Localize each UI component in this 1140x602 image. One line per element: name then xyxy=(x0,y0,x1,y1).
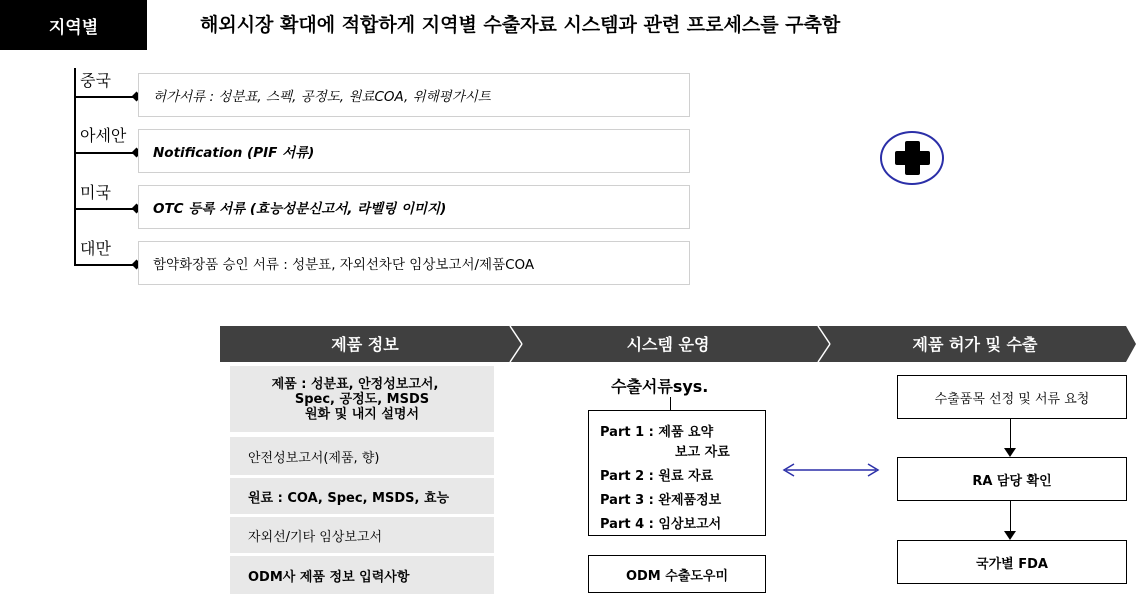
requirement-box-asean: Notification (PIF 서류) xyxy=(138,129,690,173)
page-title: 해외시장 확대에 적합하게 지역별 수출자료 시스템과 관련 프로세스를 구축함 xyxy=(200,14,841,36)
product-info-line: 제품 : 성분표, 안정성보고서, xyxy=(271,376,439,392)
product-info-line: 원화 및 내지 설명서 xyxy=(304,406,420,422)
flow-step-fda: 국가별 FDA xyxy=(897,540,1127,584)
product-info-item: 자외선/기타 임상보고서 xyxy=(230,517,494,553)
region-label-usa: 미국 xyxy=(80,183,111,202)
system-part-4: Part 4 : 임상보고서 xyxy=(600,517,722,532)
product-info-item: 안전성보고서(제품, 향) xyxy=(230,437,494,475)
region-label-china: 중국 xyxy=(80,71,111,90)
product-info-item xyxy=(230,366,494,432)
stage-label-product: 제품 정보 xyxy=(331,335,399,354)
system-part-3: Part 3 : 완제품정보 xyxy=(600,493,722,508)
system-connector-line xyxy=(670,397,671,411)
double-arrow-icon xyxy=(784,464,878,476)
flow-connector xyxy=(1010,501,1011,532)
product-info-item: ODM사 제품 정보 입력사항 xyxy=(230,556,494,594)
region-badge: 지역별 xyxy=(0,0,147,50)
arrow-down-icon xyxy=(1004,531,1016,540)
system-parts-box xyxy=(588,410,766,536)
system-part-2: Part 2 : 원료 자료 xyxy=(600,469,714,484)
product-info-line: Spec, 공정도, MSDS xyxy=(294,391,430,407)
requirement-box-china: 허가서류 : 성분표, 스펙, 공정도, 원료COA, 위해평가시트 xyxy=(138,73,690,117)
flow-step-ra-check: RA 담당 확인 xyxy=(897,457,1127,501)
stage-label-system: 시스템 운영 xyxy=(626,335,710,354)
stage-label-approval: 제품 허가 및 수출 xyxy=(912,335,1038,354)
requirement-box-usa: OTC 등록 서류 (효능성분신고서, 라벨링 이미지) xyxy=(138,185,690,229)
requirement-box-taiwan: 함약화장품 승인 서류 : 성분표, 자외선차단 임상보고서/제품COA xyxy=(138,241,690,285)
odm-helper-box: ODM 수출도우미 xyxy=(588,555,766,593)
product-info-item: 원료 : COA, Spec, MSDS, 효능 xyxy=(230,478,494,514)
system-part-1-cont: 보고 자료 xyxy=(675,445,730,460)
system-part-1: Part 1 : 제품 요약 xyxy=(600,425,714,440)
region-label-asean: 아세안 xyxy=(80,126,127,145)
arrow-down-icon xyxy=(1004,448,1016,457)
system-title: 수출서류sys. xyxy=(611,377,709,396)
flow-step-select: 수출품목 선정 및 서류 요청 xyxy=(897,375,1127,419)
region-label-taiwan: 대만 xyxy=(80,239,111,258)
flow-connector xyxy=(1010,419,1011,449)
